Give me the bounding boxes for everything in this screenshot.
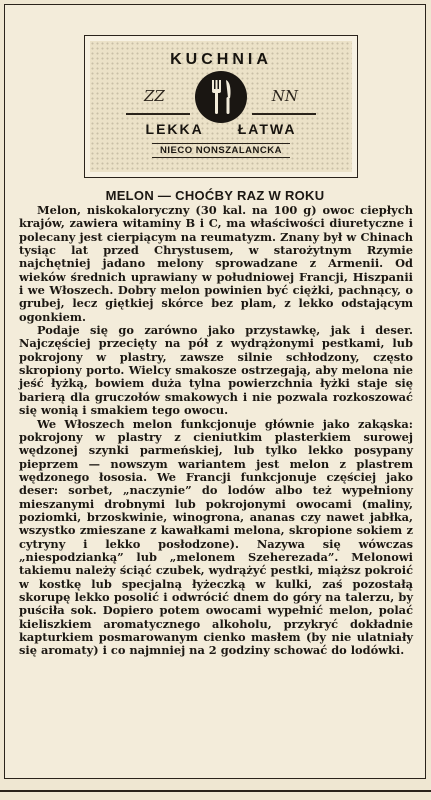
column-subtitle: NIECO NONSZALANCKA (152, 143, 290, 158)
paragraph-3: We Włoszech melon funkcjonuje głównie jako zakąska: pokrojony w plastry z cieniutkim plasterkiem surowej wędzonej szynki parmeńskiej, lub tylko lekko posypany pieprzem — nowszym wariantem jest melon z plastrem wędzonego łososia. We Francji funkcjonuje częściej jako deser: sorbet, „naczynie” do lodów albo też wypełniony mieszanymi drobnymi lub pokrojonymi owocami (maliny, poziomki, brzoskwinie, winogrona, ananas czy nawet jabłka, wszystko zmieszane z kawałkami melona, skropione sokiem z cytryny i lekko posłodzone). Nazywa się wówczas „niespodzianką” lub „melonem Szeherezada”. Melonowi takiemu należy ściąć czubek, wydrążyć pestki, miąższ pokroić w kostkę lub specjalną łyżeczką w kulki, zaś pozostałą skorupę lekko posolić i odwrócić dnem do góry na talerzu, by puściła sok. Dopiero potem owocami wypełnić melon, polać kieliszkiem aromatycznego alkoholu, przykryć dokładnie kapturkiem posmarowanym cienko masłem (by nie ulatniały się aromaty) i co najmniej na 2 godziny schować do lodówki. (19, 416, 413, 658)
column-name: KUCHNIA (170, 51, 272, 68)
paragraph-1: Melon, niskokaloryczny (30 kal. na 100 g) owoc ciepłych krajów, zawiera witaminy B i C, ma właściwości diuretyczne i polecany jest cierpiącym na reumatyzm. Znany był w Chinach tysiąc lat przed Chrystusem, w starożytnym Rzymie najchętniej jadano melony sprowadzane z Armenii. Od wieków średnich uprawiany w południowej Francji, Hiszpanii i we Włoszech. Dobry melon powinien być ciężki, pachnący, o grubej, lecz giętkiej skórce bez plam, z lekko odstającym ogonkiem. (19, 203, 413, 324)
article-clipping (4, 4, 426, 779)
page-bottom-rule (0, 790, 431, 792)
emblem-row (90, 71, 352, 131)
fork-knife-icon (195, 71, 247, 123)
word-left: LEKKA (145, 121, 204, 137)
rule-right (252, 113, 316, 115)
article-title: MELON — CHOĆBY RAZ W ROKU (105, 188, 325, 203)
header-pattern (90, 41, 352, 172)
word-right: ŁATWA (237, 121, 297, 137)
paragraph-2: Podaje się go zarówno jako przystawkę, jak i deser. Najczęściej przecięty na pół z wydrążonymi pestkami, lub pokrojony w plastry, zawsze silnie schłodzony, często skropiony porto. Wielcy smakosze ostrzegają, aby melona nie jeść łyżką, bowiem duża tylna powierzchnia łyżki staje się barierą dla gruczołów smakowych i nie pozwala rozkoszować się wonią i smakiem tego owocu. (19, 323, 413, 418)
column-header (84, 35, 358, 178)
header-text (90, 51, 352, 158)
monogram-right: NN (271, 87, 298, 105)
monogram-left: ZZ (144, 87, 165, 105)
rule-left (126, 113, 190, 115)
article-body (19, 204, 413, 658)
